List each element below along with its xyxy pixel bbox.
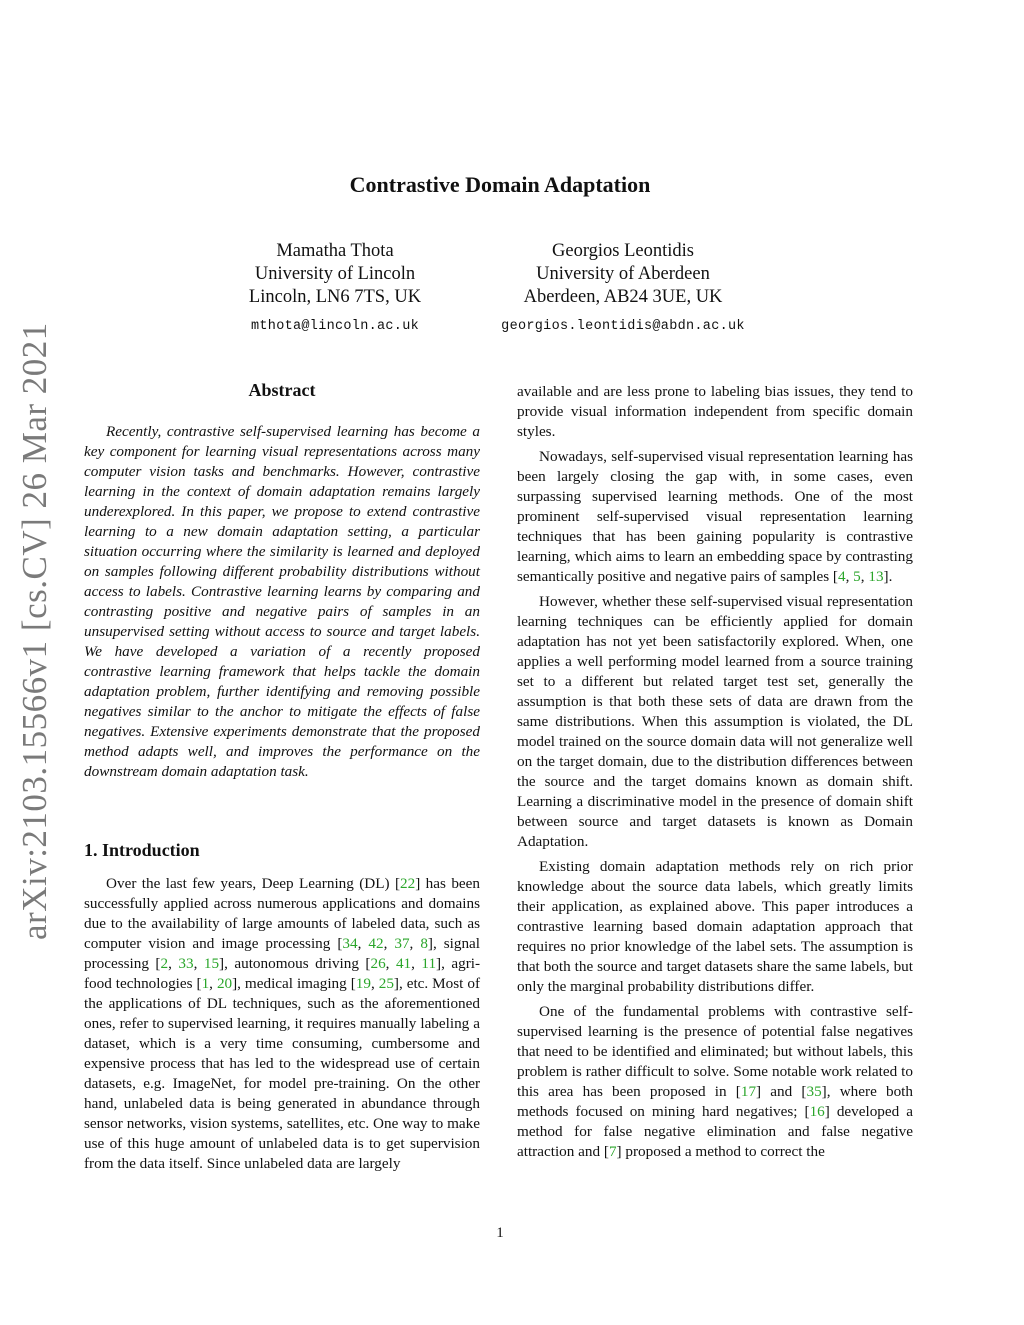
author-affiliation: University of Lincoln [254, 264, 416, 284]
citation-link[interactable]: 1 [201, 975, 210, 992]
paper-title: Contrastive Domain Adaptation [349, 172, 651, 197]
author-name: Mamatha Thota [276, 241, 394, 261]
right-paragraph-3: Existing domain adaptation methods rely on rich prior knowledge about the source data labels, which greatly limits their application, as explained above. This paper introduces a contrastive learning based domain adaptation approach that requires no prior knowledge of the label sets. The assumption is that both the source and target datasets share the same labels, but only the marginal probability distributions differ. [517, 858, 913, 995]
introduction-body [84, 874, 480, 1174]
citation-link[interactable]: 5 [853, 568, 861, 585]
citation-link[interactable]: 4 [837, 568, 846, 585]
section-heading-introduction: 1. Introduction [84, 840, 200, 860]
citation-link[interactable]: 19 [355, 975, 371, 992]
right-column-body [517, 382, 913, 1162]
citation-link[interactable]: 37 [394, 935, 410, 952]
citation-link[interactable]: 42 [368, 935, 384, 952]
author-email[interactable]: mthota@lincoln.ac.uk [250, 319, 420, 334]
right-paragraph-2: However, whether these self-supervised visual representation learning techniques can be efficiently applied for domain adaptation has not yet been satisfactorily explored. When, one applies a well performing model learned from a source training set to a different but related target test set, generally the assumption is that both these sets of data are drawn from the same distributions. When this assumption is violated, the DL model trained on the source domain data will not generalize well on the target domain, due to the distribution differences between the source and the target domains known as domain shift. Learning a discriminative model in the presence of domain shift between source and target datasets is known as Domain Adaptation. [517, 593, 913, 850]
citation-link[interactable]: 22 [400, 875, 416, 892]
citation-link[interactable]: 26 [370, 955, 386, 972]
author-affiliation: University of Aberdeen [536, 264, 710, 284]
abstract-body [84, 422, 480, 782]
right-paragraph-1: Nowadays, self-supervised visual representation learning has been largely closing the gap with, in some cases, even surpassing supervised learning methods. One of the most prominent self-supervised visual representation learning techniques that has been gaining popularity is contrastive learning, which aims to learn an embedding space by contrasting semantically positive and negative pairs of samples [4, 5, 13]. [517, 448, 913, 585]
page-number: 1 [496, 1225, 504, 1241]
author-address: Aberdeen, AB24 3UE, UK [523, 287, 723, 307]
author-address: Lincoln, LN6 7TS, UK [248, 287, 422, 307]
arxiv-identifier: arXiv:2103.15566v1 [cs.CV] 26 Mar 2021 [15, 322, 54, 940]
citation-link[interactable]: 34 [342, 935, 358, 952]
citation-link[interactable]: 35 [806, 1083, 822, 1100]
citation-link[interactable]: 15 [203, 955, 220, 972]
author-name: Georgios Leontidis [552, 241, 694, 261]
citation-link[interactable]: 11 [421, 955, 437, 972]
citation-link[interactable]: 16 [809, 1103, 825, 1120]
author-block-1 [175, 240, 495, 338]
citation-link[interactable]: 8 [420, 935, 428, 952]
right-paragraph-0: available and are less prone to labeling bias issues, they tend to provide visual information independent from specific domain styles. [517, 383, 913, 440]
citation-link[interactable]: 17 [740, 1083, 757, 1100]
citation-link[interactable]: 13 [868, 568, 884, 585]
right-paragraph-4: One of the fundamental problems with contrastive self-supervised learning is the presence of potential false negatives that need to be identified and eliminated; but without labels, this problem is rather difficult to solve. Some notable work related to this area has been proposed in [17] and [35], where both methods focused on mining hard negatives; [16] developed a method for false negative elimination and false negative attraction and [7] proposed a method to correct the [517, 1003, 913, 1160]
citation-link[interactable]: 33 [178, 955, 194, 972]
citation-link[interactable]: 20 [216, 975, 233, 992]
abstract-text: Recently, contrastive self-supervised learning has become a key component for learning visual representations across many computer vision tasks and benchmarks. However, contrastive learning in the context of domain adaptation remains largely underexplored. In this paper, we propose to extend contrastive learning to a new domain adaptation setting, a particular situation occurring where the similarity is learned and deployed on samples following different probability distributions without access to labels. Contrastive learning learns by comparing and contrasting positive and negative pairs of samples in an unsupervised setting without access to source and target labels. We have developed a variation of a recently proposed contrastive learning framework that helps tackle the domain adaptation problem, further identifying and removing possible negatives similar to the anchor to mitigate the effects of false negatives. Extensive experiments demonstrate that the proposed method adapts well, and improves the performance on the downstream domain adaptation task. [84, 423, 480, 780]
citation-link[interactable]: 41 [395, 955, 412, 972]
citation-link[interactable]: 2 [160, 955, 169, 972]
abstract-heading: Abstract [248, 380, 316, 400]
author-email[interactable]: georgios.leontidis@abdn.ac.uk [501, 319, 745, 334]
intro-paragraph-1: Over the last few years, Deep Learning (DL) [22] has been successfully applied across numerous applications and domains due to the availability of large amounts of labeled data, such as computer vision and image processing [34, 42, 37, 8], signal processing [2, 33, 15], autonomous driving [26, 41, 11], agri-food technologies [1, 20], medical imaging [19, 25], etc. Most of the applications of DL techniques, such as the aforementioned ones, refer to supervised learning, it requires manually labeling a dataset, which is a very time consuming, cumbersome and expensive process that has led to the widespread use of certain datasets, e.g. ImageNet, for model pre-training. On the other hand, unlabeled data is being generated in abundance through sensor networks, vision systems, satellites, etc. One way to make use of this huge amount of unlabeled data is to get supervision from the data itself. Since unlabeled data are largely [84, 875, 481, 1172]
author-block-2 [463, 240, 783, 338]
citation-link[interactable]: 7 [608, 1143, 617, 1160]
citation-link[interactable]: 25 [378, 975, 394, 992]
